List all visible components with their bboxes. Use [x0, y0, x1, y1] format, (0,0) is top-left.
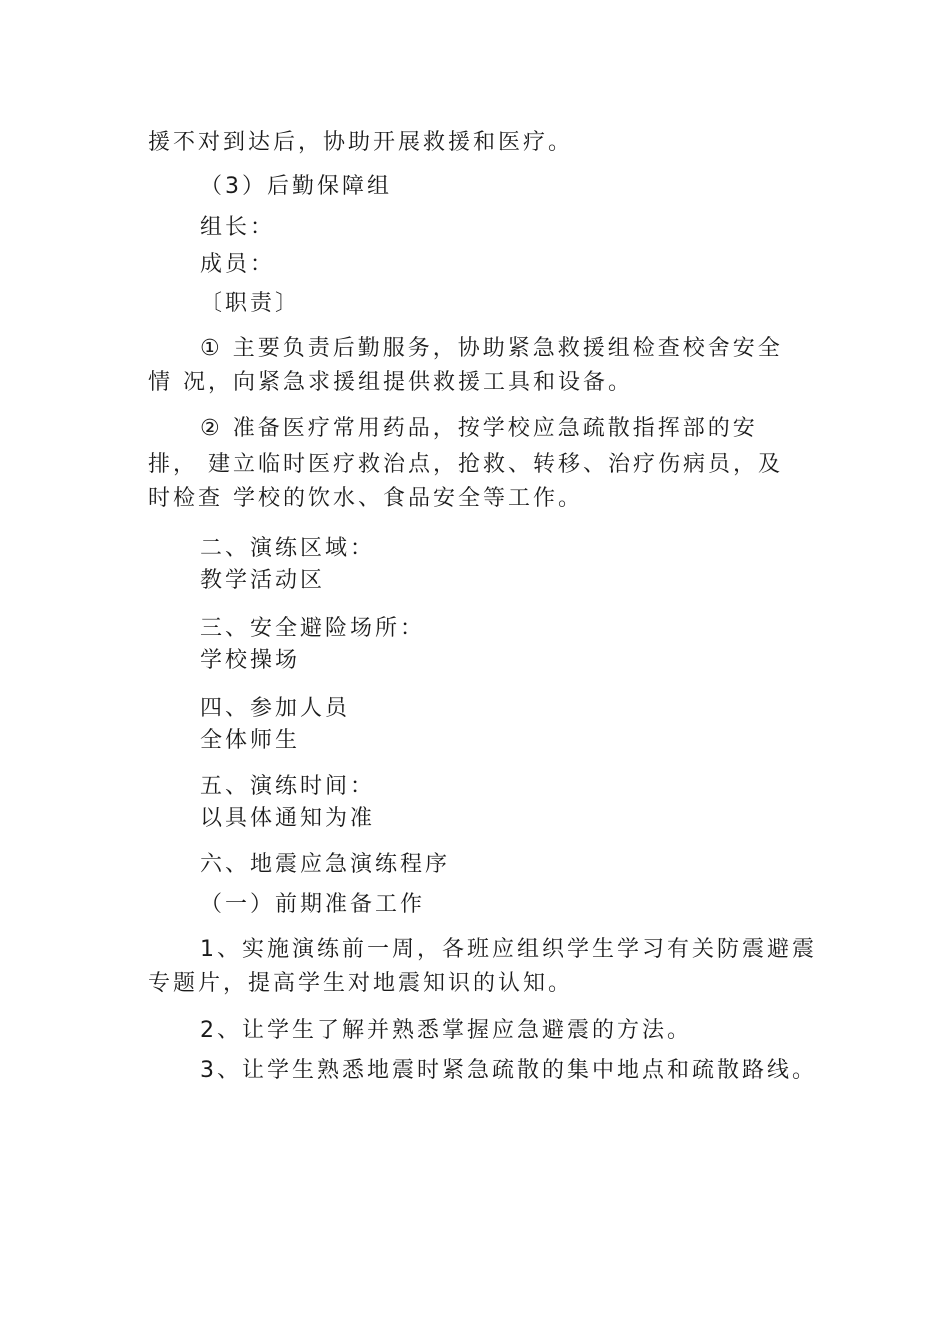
text-line: 援不对到达后，协助开展救援和医疗。 [148, 130, 574, 155]
text-line: 时检查 学校的饮水、食品安全等工作。 [148, 486, 583, 511]
text-line: 〔职责〕 [200, 291, 301, 316]
section-heading: 二、演练区域： [200, 536, 376, 561]
section-heading: 四、参加人员 [200, 696, 351, 721]
text-line: 组长： [200, 215, 276, 240]
section-heading: 六、地震应急演练程序 [200, 852, 451, 877]
text-line: ① 主要负责后勤服务，协助紧急救援组检查校舍安全 [200, 336, 783, 361]
text-line: 专题片，提高学生对地震知识的认知。 [148, 971, 574, 996]
text-line: 2、让学生了解并熟悉掌握应急避震的方法。 [200, 1018, 692, 1043]
text-line: ② 准备医疗常用药品，按学校应急疏散指挥部的安 [200, 416, 758, 441]
text-line: 成员： [200, 252, 276, 277]
text-line: 1、实施演练前一周，各班应组织学生学习有关防震避震 [200, 937, 817, 962]
section-heading: 三、安全避险场所： [200, 616, 426, 641]
text-line: 学校操场 [200, 648, 301, 673]
text-line: 情 况，向紧急求援组提供救援工具和设备。 [148, 370, 633, 395]
section-heading: （一）前期准备工作 [200, 892, 426, 917]
text-line: 以具体通知为准 [200, 806, 376, 831]
section-heading: 五、演练时间： [200, 774, 376, 799]
section-heading: （3）后勤保障组 [200, 174, 392, 199]
text-line: 教学活动区 [200, 568, 326, 593]
text-line: 排， 建立临时医疗救治点，抢救、转移、治疗伤病员，及 [148, 452, 783, 477]
text-line: 全体师生 [200, 728, 301, 753]
text-line: 3、让学生熟悉地震时紧急疏散的集中地点和疏散路线。 [200, 1058, 817, 1083]
